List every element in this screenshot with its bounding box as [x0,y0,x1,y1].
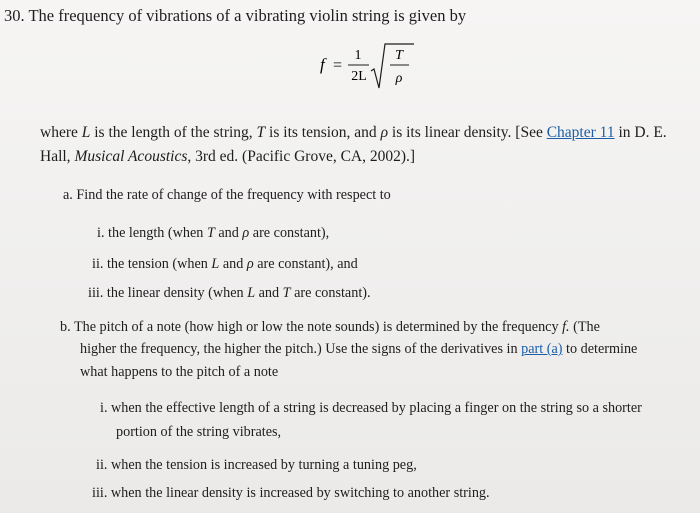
intro-line-1 [40,121,667,145]
problem-heading-text: The frequency of vibrations of a vibrating violin string is given by [28,6,467,25]
item-label: iii. [88,285,104,301]
item-text: when the linear density is increased by switching to another string. [110,485,490,501]
intro-length-text: is the length of the string, [94,124,253,141]
item-text: and [222,256,244,272]
item-text: when the tension is increased by turning a tuning peg, [110,457,417,473]
intro-line-2 [40,145,415,169]
problem-number: 30. [4,6,25,25]
part-b-item-i-cont [116,424,281,441]
item-var: ρ [246,256,254,272]
part-b-line-1 [60,319,600,336]
part-a-item-ii [92,256,358,273]
part-b-item-iii [92,485,490,502]
item-var: T [206,225,215,241]
item-var: T [282,285,291,301]
part-a-item-i [97,225,329,242]
problem-heading [4,6,466,26]
item-text: the tension (when [106,256,208,272]
item-text: are constant). [294,285,371,301]
part-a-item-iii [88,285,371,302]
part-b-line-2 [80,341,637,358]
part-b-text: to determine [566,341,638,357]
formula-numerator: 1 [354,48,362,63]
item-text: are constant), and [257,256,358,272]
item-text: and [218,225,239,241]
formula-radicand-top: T [395,48,403,63]
item-text: the length (when [108,225,204,241]
intro-var-L: L [81,124,91,141]
part-b-text: The pitch of a note (how high or low the note sounds) is determined by the frequency [73,319,559,335]
item-text: portion of the string vibrates, [116,424,282,440]
intro-density-text: is its linear density. [See [391,124,543,141]
part-a-link[interactable]: part (a) [521,341,563,357]
chapter-link[interactable]: Chapter 11 [546,124,615,141]
item-text: are constant), [252,225,330,241]
part-b-line-3 [80,364,278,381]
item-label: i. [97,225,105,241]
item-text: the linear density (when [106,285,244,301]
part-b-var-f: f. [562,319,570,335]
formula-equals: = [333,57,343,74]
formula-denominator: 2L [351,69,367,84]
intro-var-T: T [256,124,266,141]
intro-book-title: Musical Acoustics [74,148,188,165]
item-text: and [258,285,280,301]
item-label: i. [100,400,108,416]
item-label: iii. [92,485,108,501]
formula-radicand-bottom: ρ [395,71,403,86]
formula-f: f [320,55,325,74]
intro-author: Hall, [40,148,71,165]
item-text: when the effective length of a string is decreased by placing a finger on the string so a shorter [111,400,642,416]
part-b-label: b. [60,319,71,335]
part-b-item-i [100,400,642,417]
intro-author-initials: in D. E. [618,124,667,141]
part-b-text: what happens to the pitch of a note [80,364,279,380]
formula-radical-sign [371,44,414,88]
item-var: ρ [242,225,250,241]
formula-graphic [318,40,428,92]
item-label: ii. [92,256,104,272]
item-label: ii. [96,457,108,473]
part-b-item-ii [96,457,417,474]
part-b-text: (The [573,319,600,335]
part-b-text: higher the frequency, the higher the pitch.) Use the signs of the derivatives in [80,341,518,357]
part-a-label: a. [63,187,73,203]
item-var: L [247,285,256,301]
part-a [63,187,391,204]
part-a-text: Find the rate of change of the frequency with respect to [76,187,391,203]
frequency-formula [318,40,428,92]
intro-var-rho: ρ [380,124,389,141]
intro-tension-text: is its tension, and [269,124,377,141]
intro-edition: , 3rd ed. (Pacific Grove, CA, 2002).] [187,148,416,165]
intro-where: where [40,124,78,141]
item-var: L [211,256,220,272]
